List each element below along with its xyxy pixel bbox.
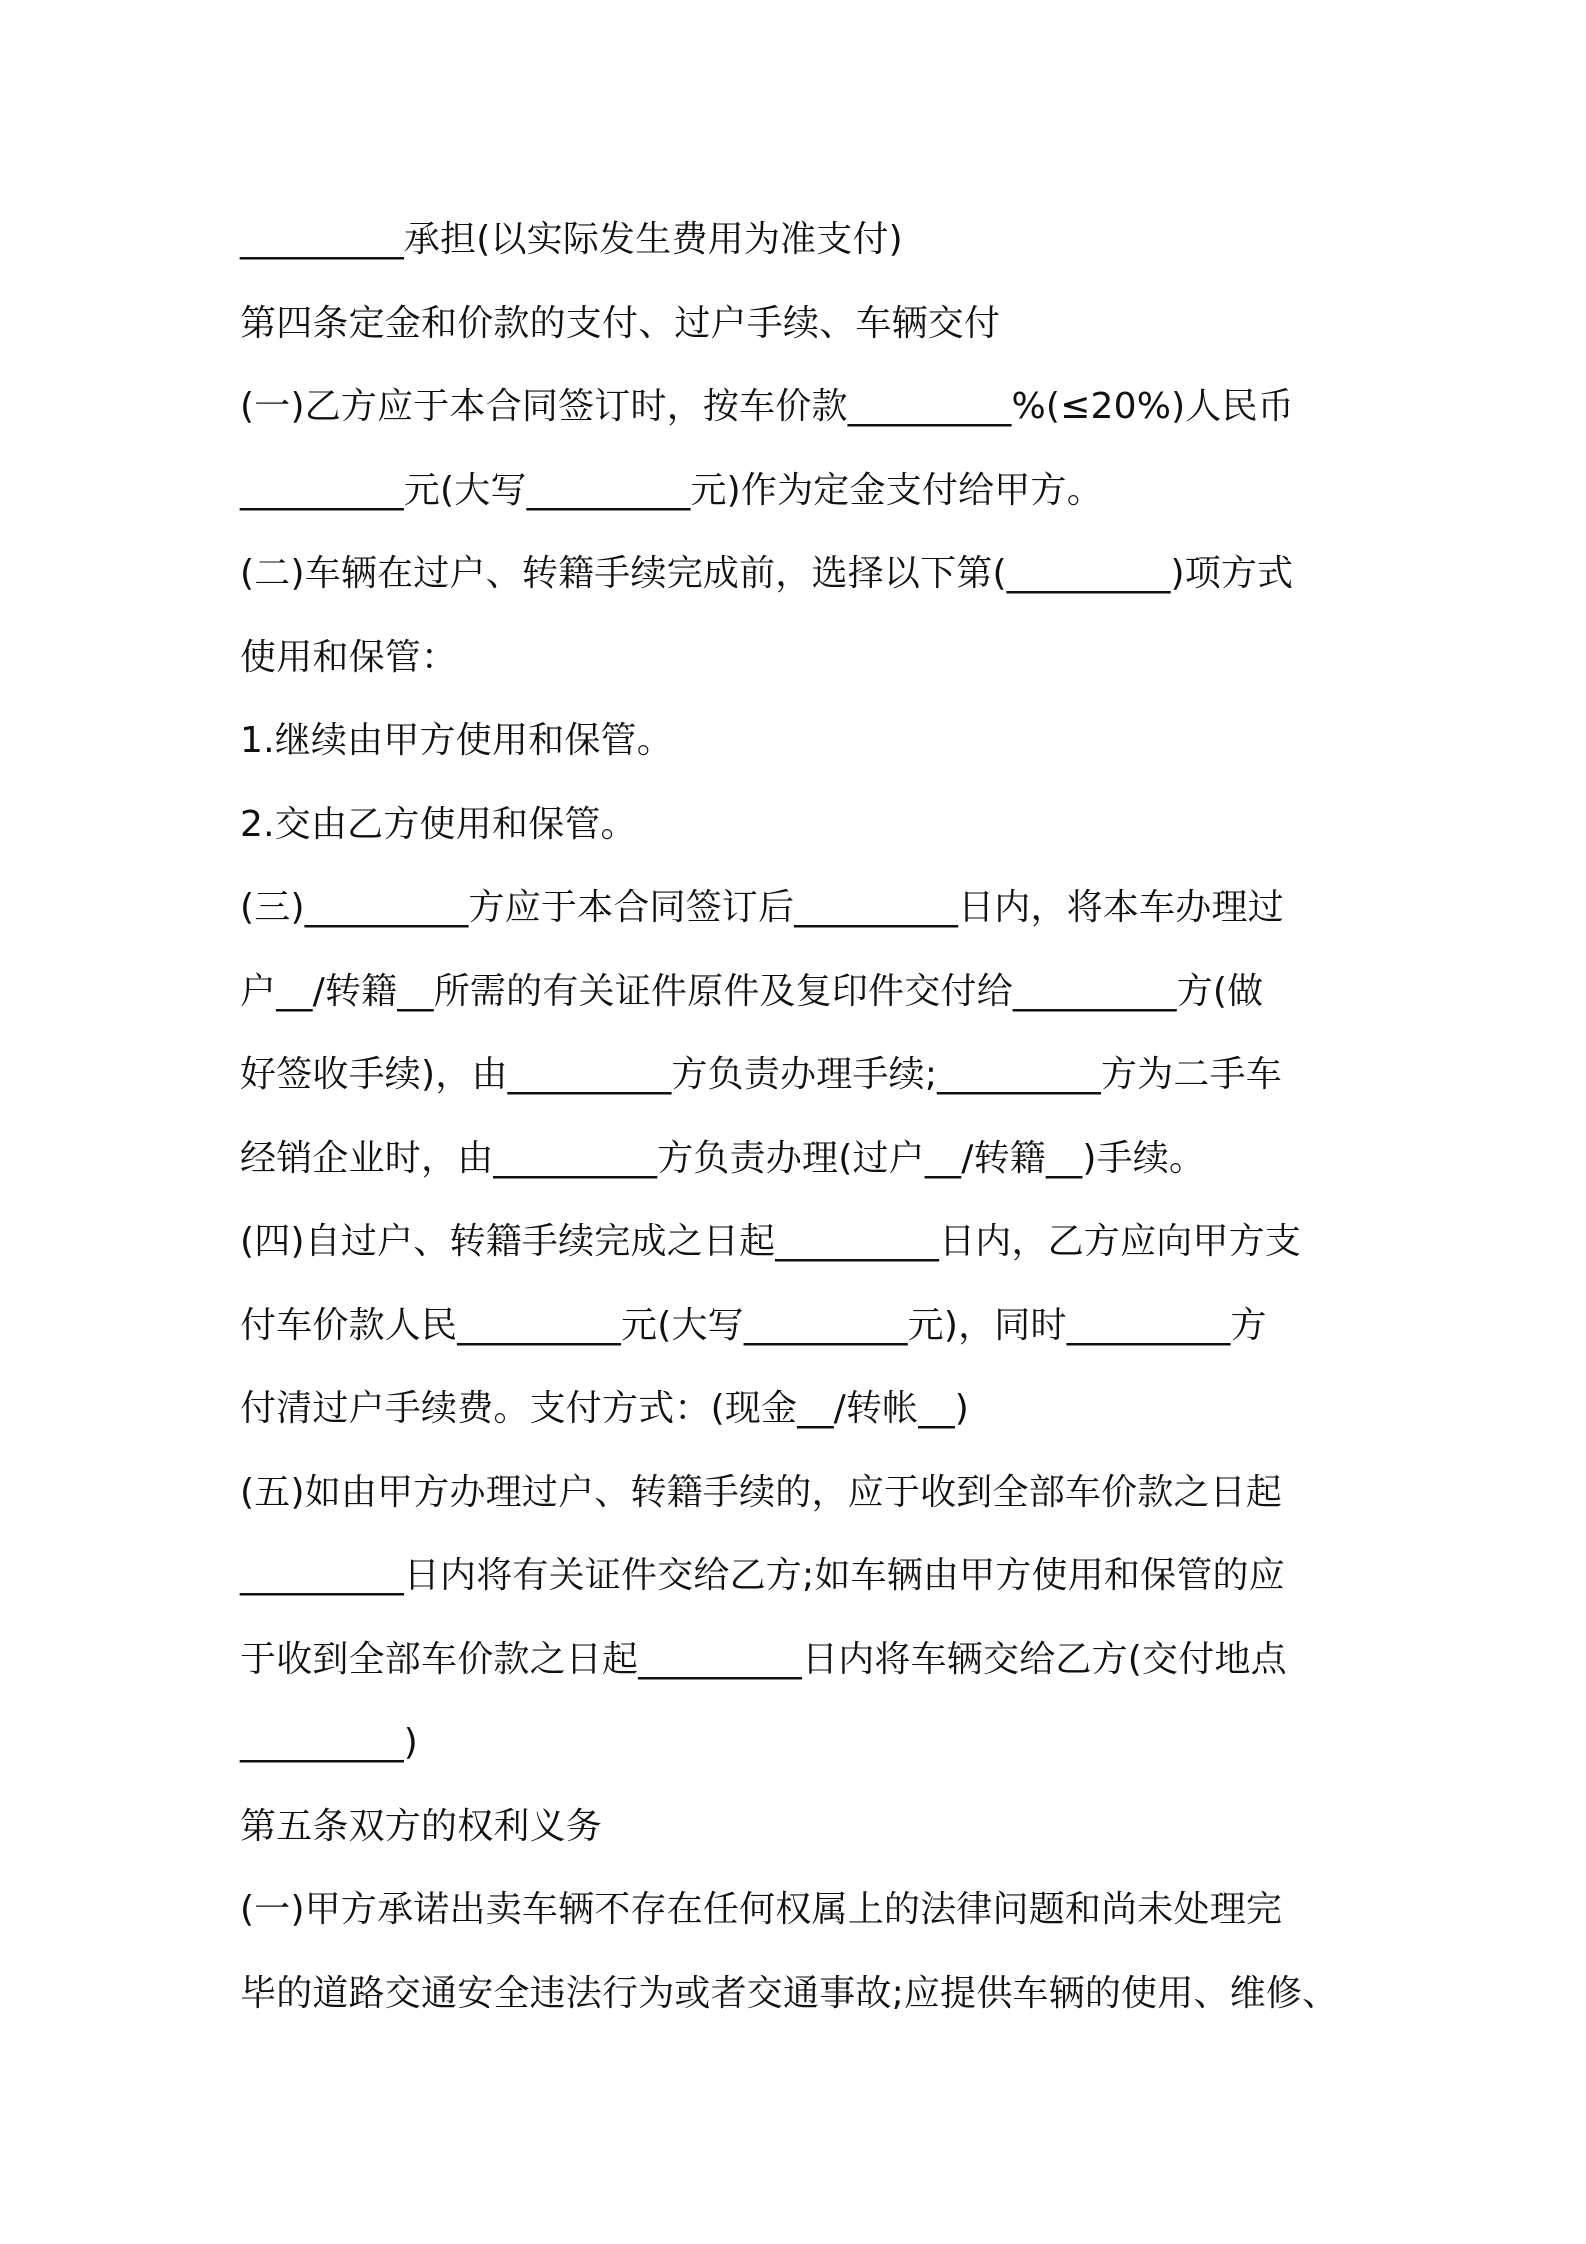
document-body <box>240 198 1360 2035</box>
text-line: _________) <box>240 1722 419 1763</box>
text-line: 使用和保管： <box>240 636 458 678</box>
text-line: _________元(大写_________元)作为定金支付给甲方。 <box>240 469 1103 511</box>
text-line: 户__/转籍__所需的有关证件原件及复印件交付给_________方(做 <box>240 970 1264 1012</box>
article-heading: 第四条定金和价款的支付、过户手续、车辆交付 <box>240 302 1001 344</box>
text-line: 好签收手续)，由_________方负责办理手续;_________方为二手车 <box>240 1054 1282 1095</box>
text-line: 经销企业时，由_________方负责办理(过户__/转籍__)手续。 <box>240 1137 1206 1179</box>
text-line: 付车价款人民_________元(大写_________元)，同时_________方 <box>240 1304 1267 1346</box>
text-line: _________承担(以实际发生费用为准支付) <box>240 219 903 260</box>
text-line: (一)乙方应于本合同签订时，按车价款_________%(≤20%)人民币 <box>240 386 1294 427</box>
text-line: _________日内将有关证件交给乙方;如车辆由甲方使用和保管的应 <box>240 1555 1285 1596</box>
article-heading: 第五条双方的权利义务 <box>240 1805 603 1847</box>
text-line: (四)自过户、转籍手续完成之日起_________日内，乙方应向甲方支 <box>240 1221 1302 1262</box>
text-line: 毕的道路交通安全违法行为或者交通事故;应提供车辆的使用、维修、 <box>240 1972 1339 2014</box>
text-line: (一)甲方承诺出卖车辆不存在任何权属上的法律问题和尚未处理完 <box>240 1889 1283 1930</box>
text-line: 付清过户手续费。支付方式：(现金__/转帐__) <box>240 1388 970 1429</box>
text-line: (二)车辆在过户、转籍手续完成前，选择以下第(_________)项方式 <box>240 553 1294 594</box>
text-line: 于收到全部车价款之日起_________日内将车辆交给乙方(交付地点 <box>240 1638 1287 1680</box>
text-line: (三)_________方应于本合同签订后_________日内，将本车办理过 <box>240 887 1284 928</box>
option-item: 1.继续由甲方使用和保管。 <box>240 720 673 761</box>
option-item: 2.交由乙方使用和保管。 <box>240 803 637 845</box>
text-line: (五)如由甲方办理过户、转籍手续的，应于收到全部车价款之日起 <box>240 1471 1283 1513</box>
